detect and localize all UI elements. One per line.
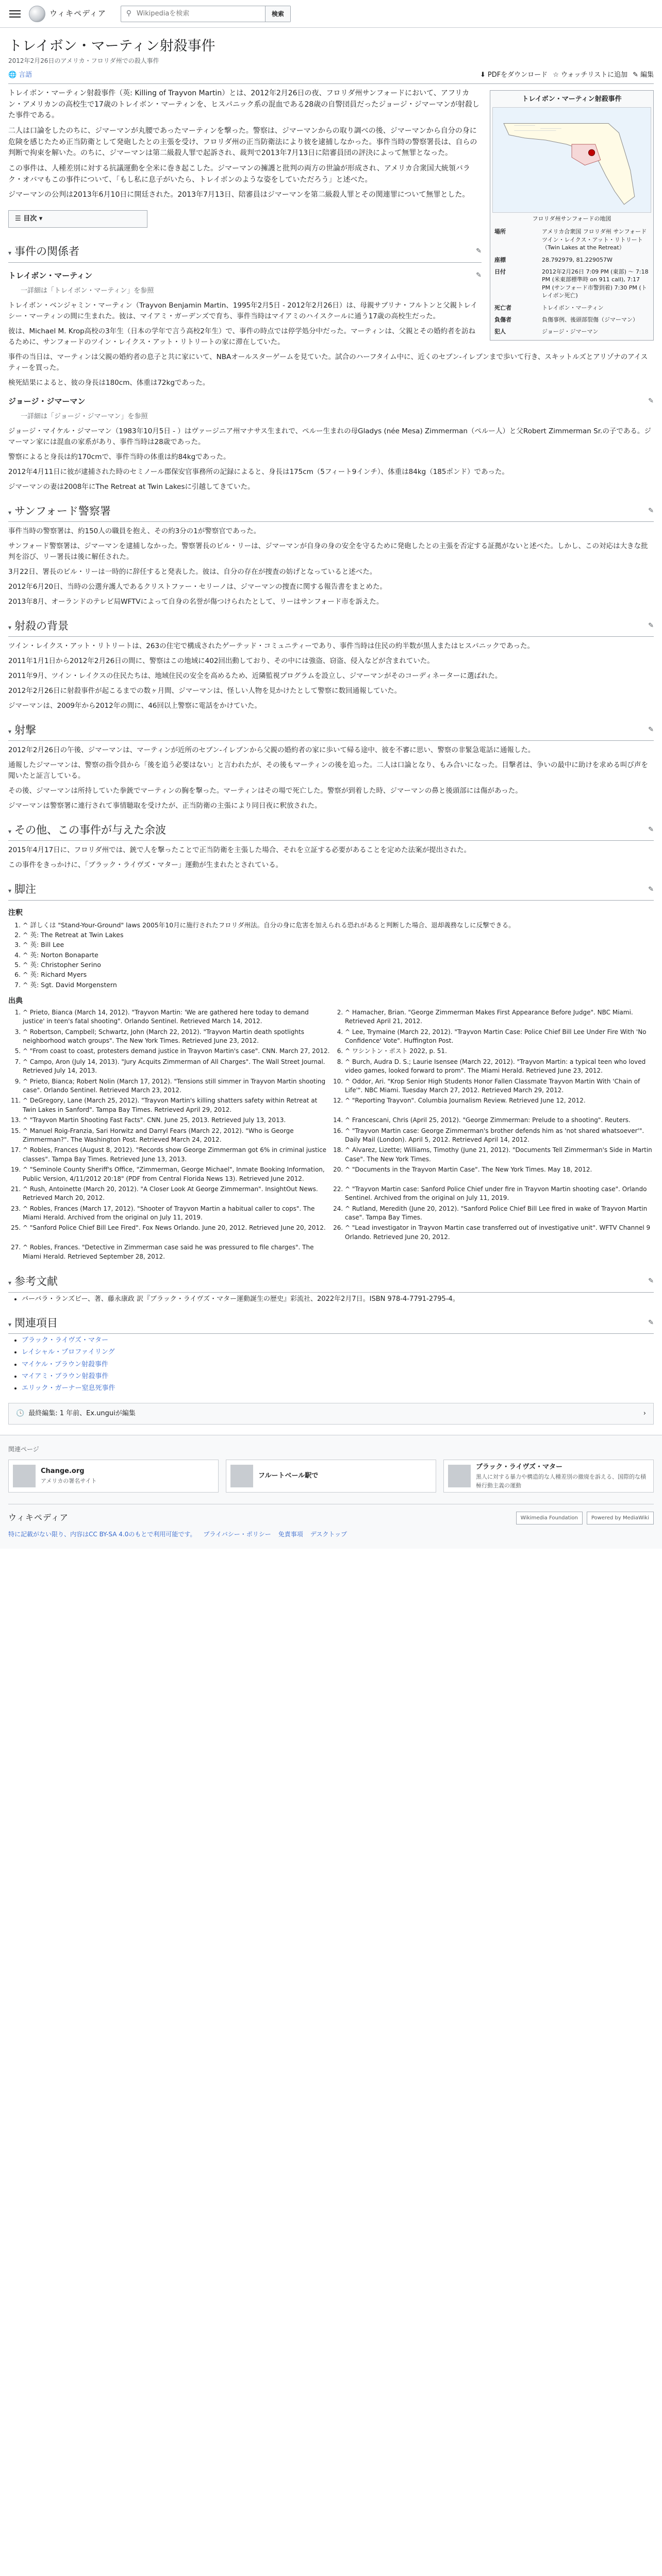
- references-heading[interactable]: ▾ 参考文献 ✎: [8, 1273, 654, 1293]
- section-paragraph: 2015年4月17日に、フロリダ州では、銃で人を撃ったことで正当防衛を主張した場合、それを立証する必要があることを定めた法案が提出された。: [8, 846, 471, 855]
- reference-item: 24. ^ Rutland, Meredith (June 20, 2012). "Sanford Police Chief Bill Lee fired in wake of Trayvon Martin case". Tampa Bay Times.: [345, 1205, 654, 1223]
- see-also-item: [22, 1335, 654, 1346]
- edit-label: 編集: [640, 71, 654, 79]
- subsection-heading-label: ジョージ・ジマーマン: [8, 396, 86, 406]
- reference-item: 7. ^ Campo, Aron (July 14, 2013). "Jury Acquits Zimmerman of All Charges". The Wall Street Journal. Retrieved July 14, 2013.: [23, 1058, 332, 1076]
- download-pdf-button[interactable]: [480, 70, 548, 80]
- see-also-section: [8, 1315, 654, 1394]
- location-marker-icon: [588, 149, 594, 156]
- page-subtitle: 2012年2月26日のアメリカ・フロリダ州での殺人事件: [8, 57, 159, 65]
- page-toolbar: [8, 70, 654, 84]
- footer-bar: [8, 1504, 654, 1525]
- related-thumbnail: [448, 1465, 471, 1487]
- notes-section: [8, 881, 654, 1263]
- infobox-value: トレイボン・マーティン: [542, 304, 604, 311]
- references-section: [8, 1273, 654, 1304]
- section-heading-label: 射殺の背景: [14, 619, 69, 632]
- edit-button[interactable]: [633, 70, 654, 80]
- section-heading-label: 射撃: [14, 723, 37, 736]
- last-edited-text: 最終編集: 1 年前、Ex.unguiが編集: [28, 1409, 136, 1417]
- related-description: 黒人に対する暴力や構造的な人種差別の撤廃を訴える、国際的な積極行動主義の運動: [476, 1473, 646, 1489]
- note-item: 5. ^ 英: Christopher Serino: [23, 960, 654, 970]
- reference-item: 2. ^ Hamacher, Brian. "George Zimmerman Makes First Appearance Before Judge". NBC Miami. Retrieved April 21, 2012.: [345, 1008, 654, 1026]
- footer: [0, 1435, 662, 1549]
- section-paragraph: この事件をきっかけに、「ブラック・ライヴズ・マター」運動が生まれたとされている。: [8, 861, 283, 870]
- infobox-label: 負傷者: [494, 316, 511, 323]
- reference-item: 25. ^ "Sanford Police Chief Bill Lee Fired". Fox News Orlando. June 20, 2012. Retrieved June 20, 2012.: [23, 1224, 332, 1242]
- notes-heading[interactable]: ▾ 脚注 ✎: [8, 881, 654, 901]
- section-heading-label: その他、この事件が与えた余波: [14, 823, 167, 836]
- footer-wordmark: ウィキペディア: [8, 1513, 69, 1523]
- wikimedia-badge[interactable]: Wikimedia Foundation: [516, 1512, 583, 1525]
- notes-subheading: 注釈: [8, 908, 23, 917]
- section-paragraph: 検死結果によると、彼の身長は180cm、体重は72kgであった。: [8, 378, 210, 387]
- toc-label: 目次: [23, 215, 37, 223]
- subsection-heading: [8, 270, 482, 283]
- infobox-row: [492, 254, 651, 266]
- note-item: 2. ^ 英: The Retreat at Twin Lakes: [23, 930, 654, 940]
- footer-links: [8, 1530, 654, 1539]
- see-also-link[interactable]: マイアミ・ブラウン射殺事件: [22, 1372, 109, 1380]
- reference-item: 4. ^ Lee, Trymaine (March 22, 2012). "Trayvon Martin Case: Police Chief Bill Lee Under Fire With 'No Confidence' Vote". Huffington Post.: [345, 1028, 654, 1046]
- section-heading[interactable]: [8, 618, 654, 637]
- chevron-down-icon: ▾: [8, 827, 12, 835]
- search-icon: ⚲: [126, 9, 132, 18]
- reference-item: 15. ^ Manuel Roig-Franzia, Sari Horwitz and Darryl Fears (March 22, 2012). "Who is George Zimmerman?". The Washington Post. Retrieved March 24, 2012.: [23, 1127, 332, 1145]
- section-heading[interactable]: [8, 243, 482, 263]
- table-of-contents[interactable]: ☰ 目次 ▾: [8, 210, 147, 228]
- section-paragraph: 事件の当日は、マーティンは父親の婚約者の息子と共に家にいて、NBAオールスターゲームを見ていた。試合のハーフタイム中に、近くのセブン-イレブンまで歩いて行き、スキットルズとアリゾナのアイスティーを買った。: [8, 352, 648, 372]
- section-paragraph: 通報したジマーマンは、警察の指令員から「後を追う必要はない」と言われたが、その後もマーティンの後を追った。二人は口論となり、もみ合いになった。目撃者は、争いの最中に助けを求める叫び声を聞いたと証言している。: [8, 761, 648, 781]
- article-section: [8, 822, 654, 871]
- subsection-heading-label: トレイボン・マーティン: [8, 270, 93, 280]
- infobox-value: 負傷事例、後頭部裂傷（ジマーマン）: [542, 316, 638, 323]
- section-paragraph: 2012年2月26日の午後、ジマーマンは、マーティンが近所のセブン-イレブンから父親の婚約者の家に歩いて帰る途中、彼を不審に思い、警察の非緊急電話に通報した。: [8, 746, 535, 755]
- site-logo[interactable]: [29, 6, 106, 22]
- sources-heading: 出典: [8, 997, 23, 1006]
- search-input[interactable]: [137, 7, 265, 21]
- edit-section-icon[interactable]: ✎: [648, 621, 654, 630]
- note-item: 3. ^ 英: Bill Lee: [23, 940, 654, 950]
- section-paragraph: 2011年1月1日から2012年2月26日の間に、警察はこの地域に402回出動しており、その中には強盗、窃盗、侵入などが含まれていた。: [8, 657, 434, 666]
- infobox-label: 犯人: [494, 328, 506, 335]
- subsection-heading: [8, 396, 654, 409]
- edit-section-icon[interactable]: ✎: [648, 1318, 654, 1327]
- section-paragraph: ジョージ・マイケル・ジマーマン（1983年10月5日 - ）はヴァージニア州マナサス生まれで、ペルー生まれの母Gladys (née Mesa) Zimmerman（ペルー人）と父Robert Zimmerman Sr.の子である。ジマーマン家には混血の家系があり、事件当時は28歳であった。: [8, 427, 651, 446]
- section-paragraph: トレイボン・ベンジャミン・マーティン（Trayvon Benjamin Martin、1995年2月5日 - 2012年2月26日）は、母親サブリナ・フルトンと父親トレイシー・マーティンの間に生まれた。彼は、マイアミ・ガーデンズで育ち、事件当時はマイアミのハイスクールに通う17歳の高校生だった。: [8, 301, 477, 321]
- infobox-value: 2012年2月26日 7:09 PM (東部) 〜 7:18 PM (米東部標準時 on 911 call), 7:17 PM (サンフォード市警到着) 7:30 PM (トレイボン死亡): [542, 268, 649, 299]
- infobox-caption: フロリダ州サンフォードの地図: [532, 215, 611, 223]
- section-paragraph: ジマーマンは警察署に連行されて事情聴取を受けたが、正当防衛の主張により同日夜に釈放された。: [8, 802, 322, 810]
- reference-item: 26. ^ "Lead investigator in Trayvon Martin case transferred out of investigative unit". WFTV Channel 9 Orlando. Retrieved June 20, 2012.: [345, 1224, 654, 1242]
- reference-item: 17. ^ Robles, Frances (August 8, 2012). "Records show George Zimmerman got 6% in criminal justice classes". Tampa Bay Times. Retrieved June 13, 2013.: [23, 1146, 332, 1164]
- edit-section-icon[interactable]: ✎: [648, 397, 654, 405]
- section-paragraph: ジマーマンは、2009年から2012年の間に、46回以上警察に電話をかけていた。: [8, 701, 261, 710]
- reference-item: 12. ^ "Reporting Trayvon". Columbia Journalism Review. Retrieved June 12, 2012.: [345, 1096, 654, 1114]
- site-wordmark: ウィキペディア: [49, 8, 106, 18]
- related-pages-label: 関連ページ: [8, 1446, 39, 1453]
- section-heading[interactable]: [8, 722, 654, 741]
- page-title: トレイボン・マーティン射殺事件: [8, 38, 216, 54]
- see-also-item: [22, 1383, 654, 1394]
- article-section: [8, 618, 654, 711]
- section-paragraph: ツイン・レイクス・アット・リトリートは、263の住宅で構成されたゲーテッド・コミュニティーであり、事件当時は住民の約半数が黒人またはヒスパニックであった。: [8, 642, 535, 651]
- related-page-card[interactable]: [443, 1460, 654, 1493]
- infobox-value: ジョージ・ジマーマン: [542, 328, 599, 335]
- see-also-heading[interactable]: ▾ 関連項目 ✎: [8, 1315, 654, 1334]
- section-paragraph: サンフォード警察署は、ジマーマンを逮捕しなかった。警察署長のビル・リーは、ジマーマンが自身の身の安全を守るために発砲したとの主張を否定する証拠がないと述べた。しかし、この対応は大きな批判を浴び、リー署長は後に解任された。: [8, 542, 648, 561]
- bibliography-list: [8, 1294, 654, 1304]
- see-also-item: [22, 1360, 654, 1370]
- section-paragraph: その後、ジマーマンは所持していた拳銃でマーティンの胸を撃った。マーティンはその場で死亡した。警察が到着した時、ジマーマンの鼻と後頭部には傷があった。: [8, 787, 522, 795]
- download-icon: ⬇: [479, 71, 486, 79]
- related-page-card[interactable]: [8, 1460, 219, 1493]
- related-pages: [8, 1460, 654, 1493]
- wikipedia-globe-icon: [29, 6, 45, 22]
- reference-item: 10. ^ Oddor, Ari. "Krop Senior High Students Honor Fallen Classmate Trayvon Martin With 'Chain of Life'". NBC Miami. Tuesday March 27, 2012. Retrieved March 29, 2012.: [345, 1077, 654, 1095]
- related-page-card[interactable]: [226, 1460, 436, 1493]
- note-item: 4. ^ 英: Norton Bonaparte: [23, 950, 654, 960]
- see-also-heading-label: 関連項目: [14, 1316, 58, 1329]
- reference-item: 23. ^ Robles, Frances (March 17, 2012). "Shooter of Trayvon Martin a habitual caller to cops". The Miami Herald. Archived from the original on July 11, 2019.: [23, 1205, 332, 1223]
- reference-item: 21. ^ Rush, Antoinette (March 20, 2012). "A Closer Look At George Zimmerman". InsightOut News. Retrieved March 20, 2012.: [23, 1185, 332, 1203]
- infobox: [490, 90, 654, 341]
- lead-paragraph: 二人は口論をしたのちに、ジマーマンが丸腰であったマーティンを撃った。警察は、ジマーマンからの取り調べの後、ジマーマンから自分の身に危険を感じたため正当防衛として発砲したとの主張を受け、フロリダ州の正当防衛法により彼を逮捕しなかった。事件当時の警察署長は、自らの判断で拘束を解いた。のちに、ジマーマンは第二級殺人罪で起訴され、裁判で2013年7月13日に陪審員団の評決によって無罪となった。: [8, 126, 477, 158]
- reference-item: 1. ^ Prieto, Bianca (March 14, 2012). "Trayvon Martin: 'We are gathered here today to demand justice' in teen's fatal shooting". Orlando Sentinel. Retrieved March 14, 2012.: [23, 1008, 332, 1026]
- section-heading[interactable]: [8, 503, 654, 522]
- related-description: アメリカの署名サイト: [41, 1478, 97, 1485]
- top-header: [0, 0, 662, 28]
- edit-section-icon[interactable]: ✎: [476, 272, 482, 280]
- article-section: [8, 722, 654, 811]
- lead-paragraph: この事件は、人種差別に対する抗議運動を全米に巻き起こした。ジマーマンの擁護と批判の両方の世論が形成され、アメリカ合衆国大統領バラク・オバマもこの事件について、「もし私に息子がいたら、トレイボンのような姿をしていただろう」と述べた。: [8, 164, 470, 184]
- note-item: 7. ^ 英: Sgt. David Morgenstern: [23, 980, 654, 990]
- pencil-icon: ✎: [633, 71, 638, 79]
- references-heading-label: 参考文献: [14, 1275, 58, 1288]
- reference-item: 8. ^ Burch, Audra D. S.; Laurie Isensee (March 22, 2012). "Trayvon Martin: a typical teen who loved video games, looked forward to prom". The Miami Herald. Retrieved June 23, 2012.: [345, 1058, 654, 1076]
- lead-paragraph: ジマーマンの公判は2013年6月10日に開廷された。2013年7月13日、陪審員はジマーマンを第二級殺人罪とその関連罪について無罪とした。: [8, 191, 470, 199]
- search-button[interactable]: 検索: [265, 6, 290, 22]
- hatnote: 一詳細は「トレイボン・マーティン」を参照: [21, 286, 154, 295]
- mediawiki-badge[interactable]: Powered by MediaWiki: [587, 1512, 654, 1525]
- infobox-title: トレイボン・マーティン射殺事件: [522, 95, 622, 103]
- star-icon: ☆: [553, 71, 559, 79]
- see-also-link[interactable]: レイシャル・プロファイリング: [22, 1348, 115, 1357]
- see-also-link[interactable]: ブラック・ライヴズ・マター: [22, 1336, 108, 1345]
- see-also-item: [22, 1347, 654, 1358]
- related-title: ブラック・ライヴズ・マター: [476, 1463, 562, 1471]
- reference-item: 20. ^ "Documents in the Trayvon Martin Case". The New York Times. May 18, 2012.: [345, 1165, 654, 1183]
- chevron-down-icon: ▾: [8, 249, 12, 257]
- reference-item: 9. ^ Prieto, Bianca; Robert Nolin (March 17, 2012). "Tensions still simmer in Trayvon Martin shooting case". Orlando Sentinel. Retrieved March 23, 2012.: [23, 1077, 332, 1095]
- sources-list: [8, 1008, 654, 1263]
- watch-label: ウォッチリストに追加: [560, 71, 628, 79]
- footer-link[interactable]: デスクトップ: [310, 1531, 347, 1538]
- infobox-label: 死亡者: [494, 304, 511, 311]
- edit-section-icon[interactable]: ✎: [648, 826, 654, 834]
- last-edited-bar[interactable]: [8, 1403, 654, 1425]
- related-thumbnail: [13, 1465, 36, 1487]
- section-heading-label: 事件の関係者: [14, 245, 80, 258]
- see-also-item: [22, 1371, 654, 1382]
- reference-item: 19. ^ "Seminole County Sheriff's Office, "Zimmerman, George Michael", Inmate Booking Information, Public Version, 4/11/2012 20:18" (PDF from Central Florida News 13). Retrieved June 2012.: [23, 1165, 332, 1183]
- florida-map: [492, 107, 651, 213]
- reference-item: 18. ^ Alvarez, Lizette; Williams, Timothy (June 21, 2012). "Documents Tell Zimmerman's Side in Martin Case". The New York Times.: [345, 1146, 654, 1164]
- infobox-row: [492, 314, 651, 326]
- language-button[interactable]: [8, 70, 32, 80]
- infobox-row: [492, 302, 651, 314]
- section-paragraph: 警察によると身長は約170cmで、事件当時の体重は約84kgであった。: [8, 452, 230, 461]
- chevron-down-icon: ▾: [8, 623, 12, 631]
- edit-section-icon[interactable]: ✎: [648, 725, 654, 734]
- article-section: [8, 503, 654, 607]
- hatnote: 一詳細は「ジョージ・ジマーマン」を参照: [21, 412, 148, 420]
- main-content: [0, 28, 662, 1425]
- history-icon: 🕓: [16, 1409, 25, 1417]
- section-paragraph: ジマーマンの妻は2008年にThe Retreat at Twin Lakesに引越してきていた。: [8, 482, 255, 491]
- reference-item: 16. ^ "Trayvon Martin case: George Zimmerman's brother defends him as 'not shared whatsoever'". Daily Mail (London). April 5, 2012. Retrieved April 14, 2012.: [345, 1127, 654, 1145]
- see-also-link[interactable]: マイケル・ブラウン射殺事件: [22, 1360, 108, 1368]
- notes-list: [8, 920, 654, 990]
- lead-paragraph: トレイボン・マーティン射殺事件（英: Killing of Trayvon Martin）とは、2012年2月26日の夜、フロリダ州サンフォードにおいて、アフリカン・アメリカンの高校生で17歳のトレイボン・マーティンを、ヒスパニック系の混血である28歳の自警団員だったジョージ・ジマーマンが射殺した事件である。: [8, 89, 479, 120]
- footer-link[interactable]: 免責事項: [278, 1531, 303, 1538]
- section-paragraph: 2012年4月11日に彼が逮捕された時のセミノール郡保安官事務所の記録によると、身長は175cm（5フィート9インチ）、体重は84kg（185ポンド）であった。: [8, 467, 509, 476]
- language-icon: 🌐: [8, 71, 17, 79]
- related-title: フルートベール駅で: [258, 1471, 319, 1480]
- footer-link[interactable]: プライバシー・ポリシー: [203, 1531, 271, 1538]
- note-item: 6. ^ 英: Richard Myers: [23, 970, 654, 979]
- download-pdf-label: PDFをダウンロード: [487, 71, 548, 79]
- edit-section-icon[interactable]: ✎: [648, 885, 654, 893]
- reference-item: 11. ^ DeGregory, Lane (March 25, 2012). "Trayvon Martin's killing shatters safety within Retreat at Twin Lakes in Sanford". Tampa Bay Times. Retrieved April 29, 2012.: [23, 1096, 332, 1114]
- reference-item: 14. ^ Francescani, Chris (April 25, 2012). "George Zimmerman: Prelude to a shooting". Reuters.: [345, 1116, 654, 1125]
- notes-heading-label: 脚注: [14, 883, 37, 896]
- reference-item: 5. ^ "From coast to coast, protesters demand justice in Trayvon Martin's case". CNN. March 27, 2012.: [23, 1047, 332, 1056]
- chevron-down-icon: ▾: [8, 727, 12, 735]
- section-paragraph: 3月22日、署長のビル・リーは一時的に辞任すると発表した。彼は、自分の存在が捜査の妨げとなっていると述べた。: [8, 567, 377, 576]
- bibliography-item: • バーバラ・ランズビー、著、藤永康政 訳『ブラック・ライヴズ・マター運動誕生の歴史』彩流社、2022年2月7日。ISBN 978-4-7791-2795-4。: [22, 1294, 654, 1304]
- chevron-right-icon: ›: [643, 1409, 646, 1417]
- watch-button[interactable]: [553, 70, 627, 80]
- edit-section-icon[interactable]: ✎: [648, 1277, 654, 1285]
- infobox-row: [492, 266, 651, 302]
- infobox-row: [492, 326, 651, 337]
- note-item: 1. ^ 詳しくは "Stand-Your-Ground" laws 2005年10月に施行されたフロリダ州法。自分の身に危害を加えられる恐れがあると判断した場合、退却義務なしに反撃できる。: [23, 920, 654, 930]
- related-title: Change.org: [41, 1467, 85, 1476]
- section-paragraph: 2013年8月、オーランドのテレビ局WFTVによって自身の名誉が傷つけられたとして、リーはサンフォード市を訴えた。: [8, 597, 384, 606]
- edit-section-icon[interactable]: ✎: [476, 247, 482, 256]
- infobox-table: [492, 226, 651, 337]
- edit-section-icon[interactable]: ✎: [648, 506, 654, 515]
- footer-link[interactable]: 特に記載がない限り、内容はCC BY-SA 4.0のもとで利用可能です。: [8, 1531, 196, 1538]
- reference-item: 13. ^ "Trayvon Martin Shooting Fast Facts". CNN. June 25, 2013. Retrieved July 13, 2013.: [23, 1116, 332, 1125]
- infobox-label: 場所: [494, 228, 506, 235]
- chevron-down-icon: ▾: [8, 509, 12, 516]
- see-also-link[interactable]: エリック・ガーナー窒息死事件: [22, 1384, 115, 1392]
- section-heading-label: サンフォード警察署: [14, 504, 111, 517]
- reference-item: 22. ^ "Trayvon Martin case: Sanford Police Chief under fire in Trayvon Martin shooting case". Orlando Sentinel. Archived from the original on July 11, 2019.: [345, 1185, 654, 1203]
- related-thumbnail: [230, 1465, 253, 1487]
- infobox-value: アメリカ合衆国 フロリダ州 サンフォード ツイン・レイクス・アット・リトリート（Twin Lakes at the Retreat）: [542, 228, 647, 251]
- section-paragraph: 事件当時の警察署は、約150人の職員を抱え、その約3分の1が警察官であった。: [8, 527, 261, 536]
- section-paragraph: 2012年2月26日に射殺事件が起こるまでの数ヶ月間、ジマーマンは、怪しい人物を見かけたとして警察に数回通報していた。: [8, 686, 402, 695]
- infobox-label: 日付: [494, 268, 506, 275]
- reference-item: 6. ^ ワシントン・ポスト 2022, p. 51.: [345, 1047, 654, 1056]
- infobox-label: 座標: [494, 256, 506, 263]
- language-label: 言語: [19, 71, 32, 79]
- infobox-value: 28.792979, 81.229057W: [542, 256, 613, 263]
- see-also-list: [8, 1335, 654, 1394]
- infobox-row: [492, 226, 651, 253]
- reference-item: 27. ^ Robles, Frances. "Detective in Zimmerman case said he was pressured to file charges". The Miami Herald. Retrieved September 28, 2012.: [23, 1243, 332, 1261]
- reference-item: 3. ^ Robertson, Campbell; Schwartz, John (March 22, 2012). "Trayvon Martin death spotlights neighborhood watch groups". The New York Times. Retrieved June 23, 2012.: [23, 1028, 332, 1046]
- florida-map-image: [493, 108, 651, 212]
- section-paragraph: 2012年6月20日、当時の公選弁護人であるクリストファー・セリーノは、ジマーマンの捜査に関する報告書をまとめた。: [8, 582, 387, 591]
- section-heading[interactable]: [8, 822, 654, 841]
- search-box: [121, 6, 291, 22]
- section-paragraph: 2011年9月、ツイン・レイクスの住民たちは、地域住民の安全を高めるため、近隣監視プログラムを設立し、ジマーマンがそのコーディネーターに選ばれた。: [8, 672, 502, 681]
- main-menu-button[interactable]: [8, 9, 22, 19]
- section-paragraph: 彼は、Michael M. Krop高校の3年生（日本の学年で言う高校2年生）で、事件の時点では停学処分中だった。マーティンは、父親とその婚約者を訪ねるために、サンフォードのツイン・レイクス・アット・リトリートの家に滞在していた。: [8, 327, 475, 346]
